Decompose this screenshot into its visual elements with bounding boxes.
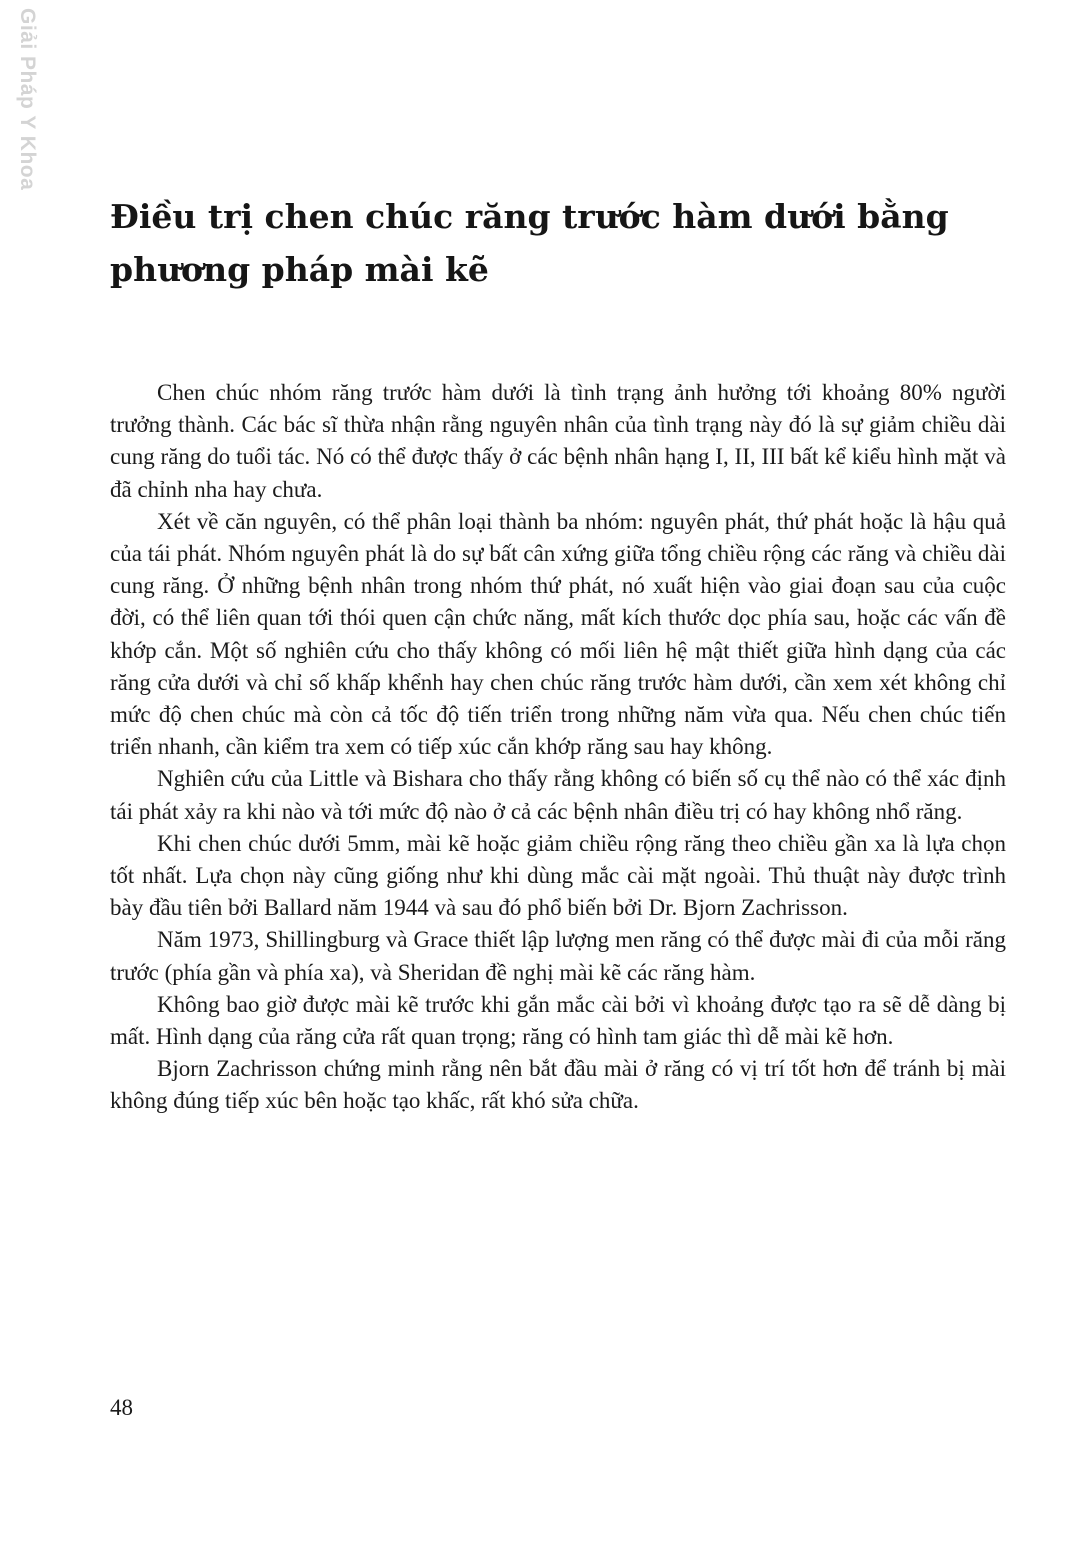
body-text [110,377,1006,1118]
paragraph-6: Không bao giờ được mài kẽ trước khi gắn mắc cài bởi vì khoảng được tạo ra sẽ dễ dàng bị mất. Hình dạng của răng cửa rất quan trọng; răng có hình tam giác thì dễ mài kẽ hơn. [110,991,1006,1050]
paragraph-3: Nghiên cứu của Little và Bishara cho thấy rằng không có biến số cụ thể nào có thể xác định tái phát xảy ra khi nào và tới mức độ nào ở cả các bệnh nhân điều trị có hay không nhổ răng. [110,766,1006,824]
paragraph-1: Chen chúc nhóm răng trước hàm dưới là tình trạng ảnh hưởng tới khoảng 80% người trưởng thành. Các bác sĩ thừa nhận rằng nguyên nhân của tình trạng này đó là sự giảm chiều dài cung răng do tuổi tác. Nó có thể được thấy ở các bệnh nhân hạng I, II, III bất kể kiểu hình mặt và đã chỉnh nha hay chưa. [110,380,1006,502]
page-number: 48 [110,1395,133,1420]
paragraph-4: Khi chen chúc dưới 5mm, mài kẽ hoặc giảm chiều rộng răng theo chiều gần xa là lựa chọn tốt nhất. Lựa chọn này cũng giống như khi dùng mắc cài mặt ngoài. Thủ thuật này được trình bày đầu tiên bởi Ballard năm 1944 và sau đó phổ biến bởi Dr. Bjorn Zachrisson. [110,830,1006,921]
page-title: Điều trị chen chúc răng trước hàm dưới bằng phương pháp mài kẽ [110,197,949,289]
paragraph-5: Năm 1973, Shillingburg và Grace thiết lập lượng men răng có thể được mài đi của mỗi răng trước (phía gần và phía xa), và Sheridan đề nghị mài kẽ các răng hàm. [110,927,1006,985]
paragraph-7: Bjorn Zachrisson chứng minh rằng nên bắt đầu mài ở răng có vị trí tốt hơn để tránh bị mài không đúng tiếp xúc bên hoặc tạo khấc, rất khó sửa chữa. [110,1056,1006,1114]
paragraph-2: Xét về căn nguyên, có thể phân loại thành ba nhóm: nguyên phát, thứ phát hoặc là hậu quả của tái phát. Nhóm nguyên phát là do sự bất cân xứng giữa tổng chiều rộng các răng và chiều dài cung răng. Ở những bệnh nhân trong nhóm thứ phát, nó xuất hiện vào giai đoạn sau của cuộc đời, có thể liên quan tới thói quen cận chức năng, mất kích thước dọc phía sau, hoặc các vấn đề khớp cắn. Một số nghiên cứu cho thấy không có mối liên hệ mật thiết giữa hình dạng của các răng cửa dưới và chỉ số khấp khểnh hay chen chúc răng trước hàm dưới, cần xem xét không chỉ mức độ chen chúc mà còn cả tốc độ tiến triển trong những năm vừa qua. Nếu chen chúc tiến triển nhanh, cần kiểm tra xem có tiếp xúc cắn khớp răng sau hay không. [110,508,1006,760]
side-watermark: Giải Pháp Y Khoa [16,8,39,191]
